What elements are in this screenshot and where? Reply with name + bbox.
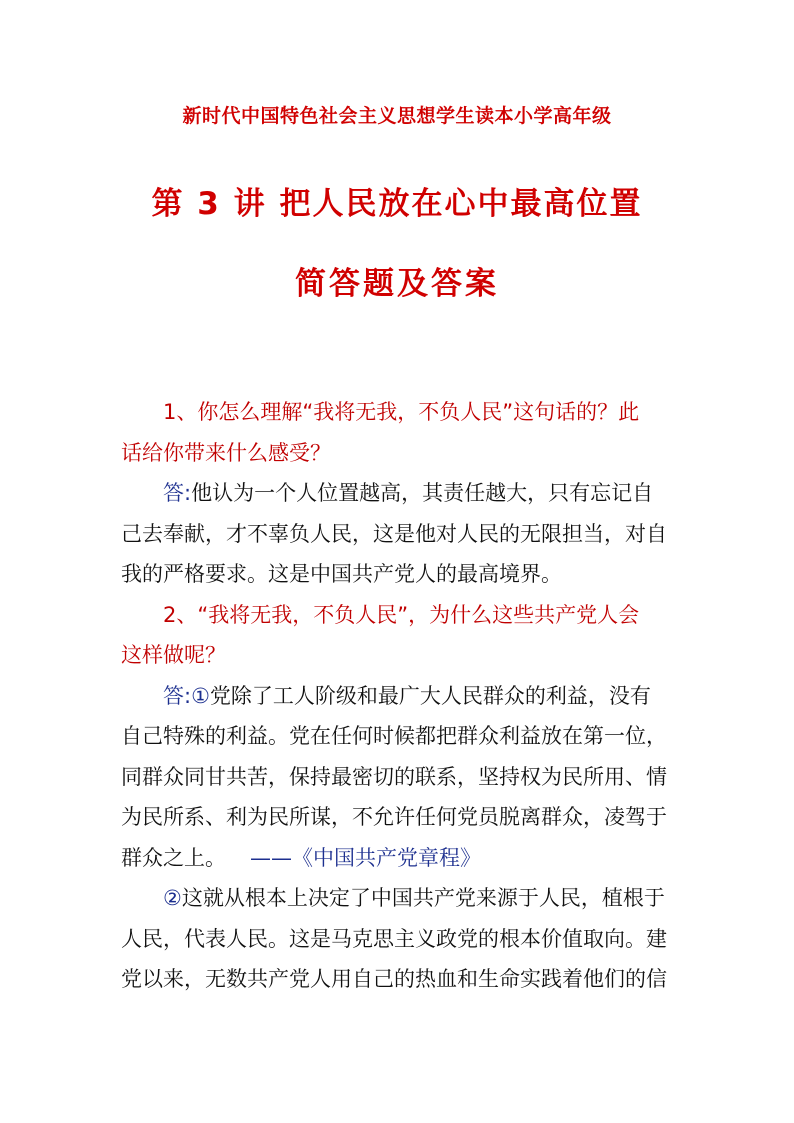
answer-2-line-3: 同群众同甘共苦，保持最密切的联系，坚持权为民所用、情: [121, 764, 667, 789]
answer-2-para2-line-1: [121, 878, 674, 919]
answer-2-line-5: [121, 838, 674, 879]
answer-2-line-4: 为民所系、利为民所谋，不允许任何党员脱离群众，凌驾于: [121, 805, 667, 829]
answer-2-last-text: 群众之上。: [121, 845, 226, 870]
answer-2-prefix: 答:①: [163, 683, 210, 708]
answer-2-para2-line-3: 党以来，无数共产党人用自己的热血和生命实践着他们的信: [121, 967, 667, 991]
question-2-line-1: 2、“我将无我，不负人民”，为什么这些共产党人会: [163, 602, 640, 627]
answer-2-line-1: [121, 676, 674, 717]
answer-1-text: 他认为一个人位置越高，其责任越大，只有忘记自: [191, 481, 654, 505]
question-1-line-2: 话给你带来什么感受？: [121, 440, 331, 465]
answer-1-line-2: 己去奉献，才不辜负人民，这是他对人民的无限担当，对自: [121, 521, 667, 546]
answer-2-para2-prefix: ②: [163, 886, 182, 910]
answer-2-para2-line-2: 人民，代表人民。这是马克思主义政党的根本价值取向。建: [121, 926, 667, 951]
document-body: [121, 392, 674, 1000]
answer-1-line-3: 我的严格要求。这是中国共产党人的最高境界。: [121, 562, 562, 586]
lecture-title: 第 3 讲 把人民放在心中最高位置: [151, 186, 643, 222]
answer-2-line-2: 自己特殊的利益。党在任何时候都把群众利益放在第一位，: [121, 724, 667, 748]
answer-2-para2-text: 这就从根本上决定了中国共产党来源于人民，植根于: [181, 886, 665, 910]
answer-1-prefix: 答:: [163, 481, 192, 505]
header-title: 新时代中国特色社会主义思想学生读本小学高年级: [182, 105, 612, 127]
answer-1-line-1: [121, 473, 674, 514]
section-title: 简答题及答案: [295, 266, 499, 302]
answer-2-source: ——《中国共产党章程》: [250, 845, 481, 870]
answer-2-text: 党除了工人阶级和最广大人民群众的利益，没有: [209, 683, 651, 708]
question-1-line-1: 1、你怎么理解“我将无我，不负人民”这句话的？此: [163, 400, 640, 424]
question-2-line-2: 这样做呢？: [121, 643, 226, 667]
